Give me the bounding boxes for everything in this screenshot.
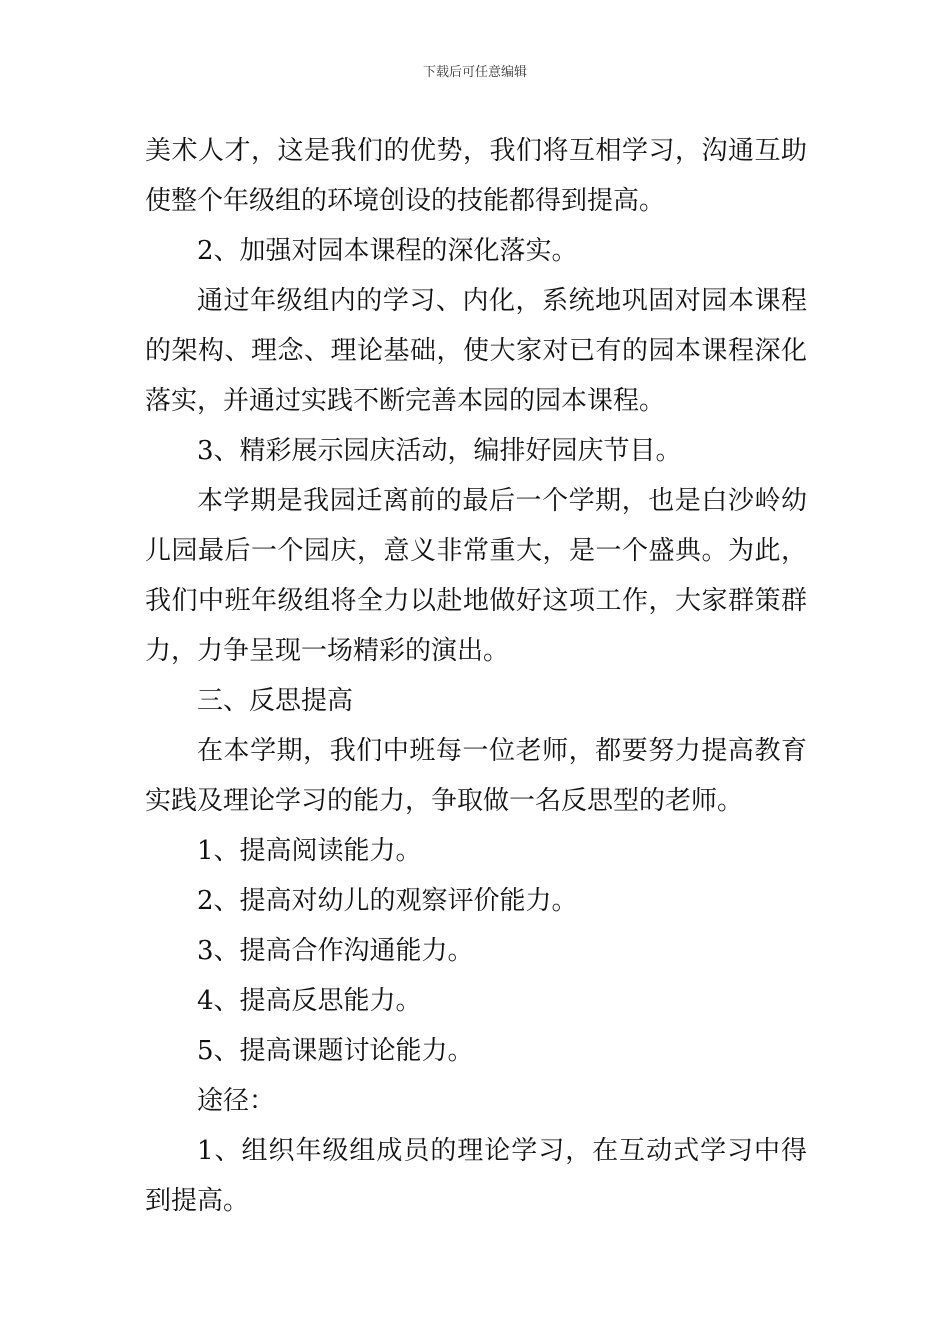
page-header-note: 下载后可任意编辑	[422, 65, 527, 80]
paragraph: 通过年级组内的学习、内化，系统地巩固对园本课程的架构、理念、理论基础，使大家对已有的园本课程深化落实，并通过实践不断完善本园的园本课程。	[145, 286, 807, 416]
paragraph: 在本学期，我们中班每一位老师，都要努力提高教育实践及理论学习的能力，争取做一名反思型的老师。	[145, 736, 807, 816]
list-item: 2、提高对幼儿的观察评价能力。	[197, 886, 578, 916]
list-item: 4、提高反思能力。	[197, 986, 422, 1016]
paragraph: 美术人才，这是我们的优势，我们将互相学习，沟通互助使整个年级组的环境创设的技能都得到提高。	[145, 136, 807, 216]
list-item: 1、提高阅读能力。	[197, 836, 422, 866]
list-item: 5、提高课题讨论能力。	[197, 1036, 474, 1066]
paragraph: 2、加强对园本课程的深化落实。	[197, 236, 578, 266]
list-item: 3、提高合作沟通能力。	[197, 936, 474, 966]
paragraph: 途径：	[197, 1086, 276, 1116]
paragraph: 本学期是我园迁离前的最后一个学期，也是白沙岭幼儿园最后一个园庆，意义非常重大，是一个盛典。为此，我们中班年级组将全力以赴地做好这项工作，大家群策群力，力争呈现一场精彩的演出。	[145, 486, 807, 666]
document-body	[145, 126, 807, 1226]
list-item: 1、组织年级组成员的理论学习，在互动式学习中得到提高。	[145, 1136, 807, 1216]
paragraph: 3、精彩展示园庆活动，编排好园庆节目。	[197, 436, 682, 466]
section-heading: 三、反思提高	[197, 686, 354, 716]
